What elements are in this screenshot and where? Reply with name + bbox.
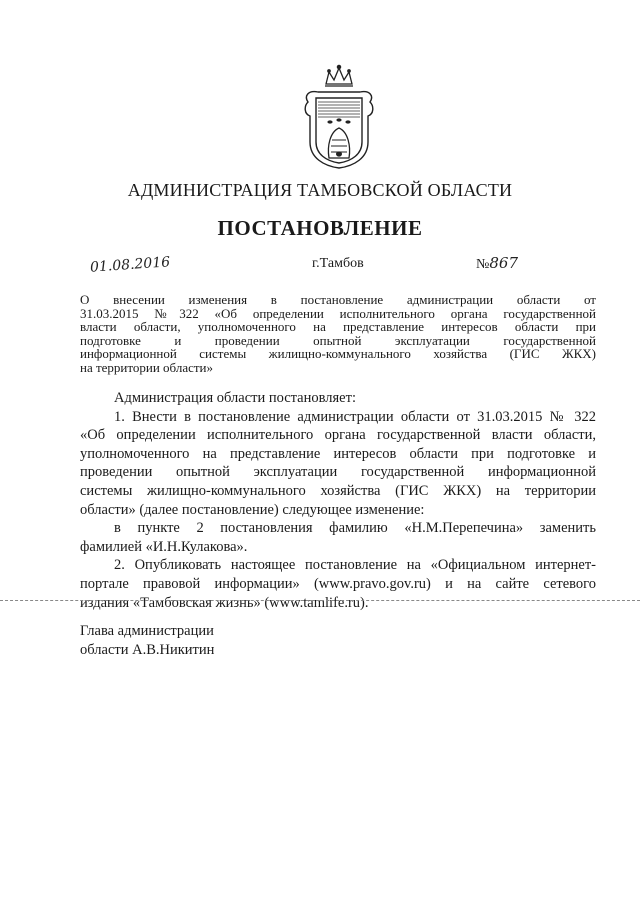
subject-line: власти области, уполномоченного на представление интересов области при [80, 319, 596, 334]
number-prefix: № [476, 257, 490, 272]
body-line: портале правовой информации» (www.pravo.gov.ru) и на сайте сетевого [80, 575, 596, 592]
body-line: проведении опытной эксплуатации государственной информационной [80, 464, 596, 481]
subject-line: 31.03.2015 №322 «Об определении исполнительного органа государственной [80, 305, 596, 321]
document-type-title: ПОСТАНОВЛЕНИЕ [217, 216, 423, 240]
signatory-position: Глава администрации [80, 623, 214, 639]
subject-line: подготовке и проведении опытной эксплуатации государственной [80, 332, 596, 348]
body-line: в пункте 2 постановления фамилию «Н.М.Перепечина» заменить [114, 520, 596, 537]
body-line: системы жилищно-коммунального хозяйства (ГИС ЖКХ) на территории [80, 482, 596, 499]
body-line: уполномоченного на представление интересов области при подготовке и [80, 445, 596, 462]
agency-name: АДМИНИСТРАЦИЯ ТАМБОВСКОЙ ОБЛАСТИ [127, 180, 513, 200]
body-line: издания «Тамбовская жизнь» (www.tamlife.ru). [80, 594, 369, 611]
body-line: 2. Опубликовать настоящее постановление на «Официальном интернет- [114, 557, 596, 574]
signatory-name: области А.В.Никитин [80, 641, 215, 658]
subject-line: информационной системы жилищно-коммунального хозяйства (ГИС ЖКХ) [80, 346, 596, 361]
document-body [80, 389, 596, 612]
body-line: «Об определении исполнительного органа государственной власти области, [80, 427, 596, 444]
subject-line: на территории области» [80, 359, 214, 375]
separator-line [0, 600, 640, 601]
signature-block [80, 622, 214, 659]
body-line: 1. Внести в постановление администрации области от 31.03.2015 № 322 [114, 408, 596, 425]
number-value: 867 [489, 254, 518, 272]
body-line: области» (далее постановление) следующее изменение: [80, 501, 425, 518]
document-subject [80, 293, 596, 374]
document-city: г.Тамбов [312, 256, 364, 271]
document-date: 01.08.2016 [89, 254, 171, 276]
body-line: Администрация области постановляет: [114, 390, 356, 406]
subject-line: О внесении изменения в постановление администрации области от [80, 292, 596, 307]
body-line: фамилией «И.Н.Кулакова». [80, 538, 248, 555]
coat-of-arms-icon [296, 62, 382, 172]
document-number [476, 254, 518, 273]
